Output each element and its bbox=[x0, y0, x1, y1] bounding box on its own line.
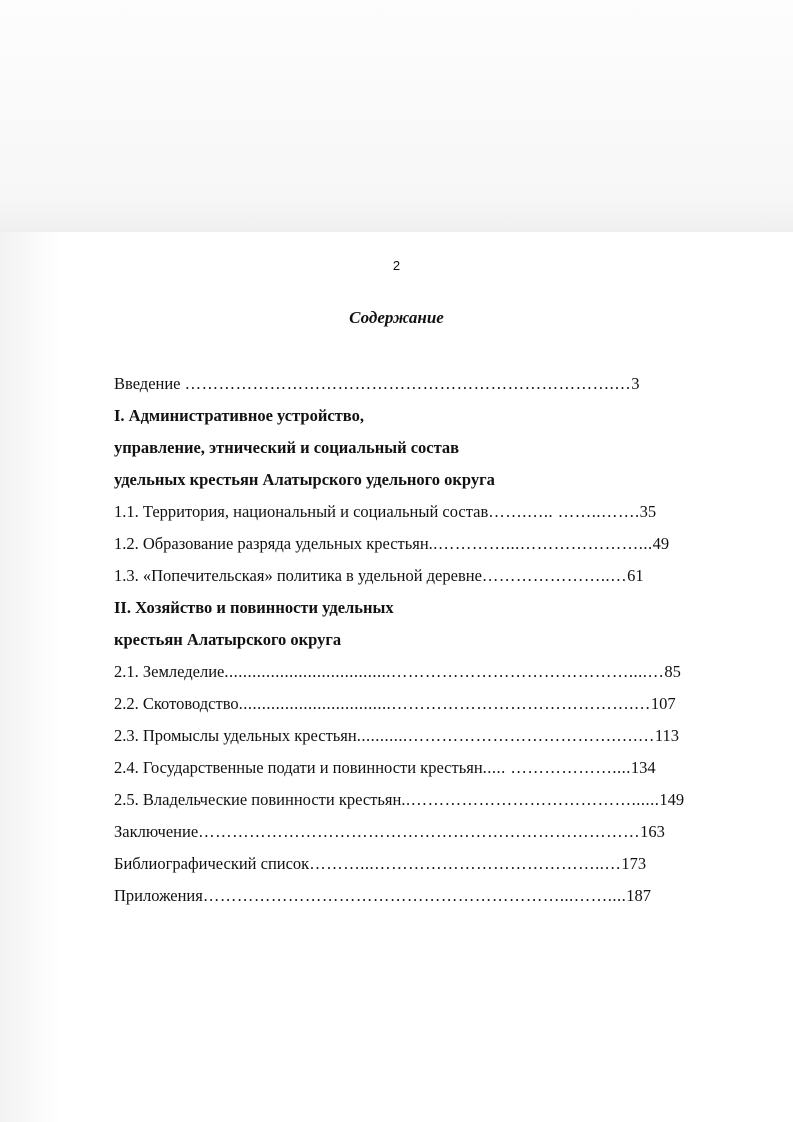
toc-section-1-line-1: I. Административное устройство, bbox=[114, 406, 364, 425]
toc-entry-page: 49 bbox=[652, 534, 670, 553]
scan-left-shade bbox=[0, 232, 60, 1122]
toc-entry-dots: …….….. ……..……. bbox=[488, 502, 640, 521]
toc-entry-1-1 bbox=[114, 498, 724, 530]
toc-entry-title: 1.3. «Попечительская» политика в удельной деревне bbox=[114, 566, 482, 585]
toc-section-2-line-1: II. Хозяйство и повинности удельных bbox=[114, 598, 394, 617]
toc-entry-1-3 bbox=[114, 562, 724, 594]
toc-entry-dots: ...........……………………………….….… bbox=[356, 726, 655, 745]
toc-entry-title: 2.4. Государственные подати и повинности крестьян bbox=[114, 758, 483, 777]
toc-entry-dots: ..…………………………………...... bbox=[401, 790, 660, 809]
toc-entry-title: Заключение bbox=[114, 822, 199, 841]
toc-entry-1-2 bbox=[114, 530, 724, 562]
toc-entry-dots: ………...…………………………………..… bbox=[309, 854, 622, 873]
toc-entry-introduction bbox=[114, 370, 724, 402]
toc-entry-dots: ..... ……………….... bbox=[482, 758, 631, 777]
toc-entry-title: Введение bbox=[114, 374, 185, 393]
toc-entry-conclusion bbox=[114, 818, 724, 850]
toc-entry-title: 1.1. Территория, национальный и социальный состав bbox=[114, 502, 489, 521]
toc-entry-page: 173 bbox=[621, 854, 647, 873]
toc-section-2-line-2: крестьян Алатырского округа bbox=[114, 630, 342, 649]
toc-entry-page: 187 bbox=[626, 886, 651, 905]
toc-entry-page: 149 bbox=[659, 790, 685, 809]
toc-entry-bibliography bbox=[114, 850, 724, 882]
toc-entry-page: 107 bbox=[650, 694, 676, 713]
toc-entry-page: 61 bbox=[627, 566, 644, 585]
toc-entry-dots: ..…………...…………………... bbox=[428, 534, 653, 553]
toc-entry-appendices bbox=[114, 882, 724, 914]
toc-heading: Содержание bbox=[349, 308, 444, 327]
toc-section-1-line-3: удельных крестьян Алатырского удельного округа bbox=[114, 470, 495, 489]
toc-entry-page: 3 bbox=[631, 374, 640, 393]
toc-entry-dots: …………………………………………………………………… bbox=[198, 822, 641, 841]
scan-top-shade bbox=[0, 0, 793, 232]
toc-entry-dots: ....................................……………………………………....… bbox=[224, 662, 665, 681]
toc-entry-title: 2.1. Земледелие bbox=[114, 662, 225, 681]
table-of-contents bbox=[114, 370, 724, 914]
toc-entry-page: 134 bbox=[630, 758, 656, 777]
toc-entry-dots: …………………..… bbox=[481, 566, 628, 585]
toc-entry-title: 2.3. Промыслы удельных крестьян bbox=[114, 726, 357, 745]
toc-entry-2-1 bbox=[114, 658, 724, 690]
toc-entry-title: Библиографический список bbox=[114, 854, 310, 873]
toc-section-1-line-2: управление, этнический и социальный состав bbox=[114, 438, 460, 457]
toc-entry-title: Приложения bbox=[114, 886, 203, 905]
toc-entry-2-5 bbox=[114, 786, 724, 818]
toc-entry-page: 85 bbox=[664, 662, 681, 681]
toc-entry-title: 2.2. Скотоводство bbox=[114, 694, 239, 713]
toc-entry-dots: ………………………………………………………...…….... bbox=[202, 886, 627, 905]
toc-entry-2-2 bbox=[114, 690, 724, 722]
toc-entry-dots: ………………………………………………………………….… bbox=[184, 374, 632, 393]
toc-entry-2-3 bbox=[114, 722, 724, 754]
toc-entry-page: 35 bbox=[639, 502, 657, 521]
toc-entry-page: 113 bbox=[654, 726, 679, 745]
page-number: 2 bbox=[392, 258, 401, 273]
toc-entry-page: 163 bbox=[640, 822, 665, 841]
toc-entry-title: 1.2. Образование разряда удельных крестьян bbox=[114, 534, 429, 553]
toc-entry-2-4 bbox=[114, 754, 724, 786]
toc-entry-title: 2.5. Владельческие повинности крестьян bbox=[114, 790, 402, 809]
toc-entry-dots: .................................…………………………………….… bbox=[238, 694, 651, 713]
